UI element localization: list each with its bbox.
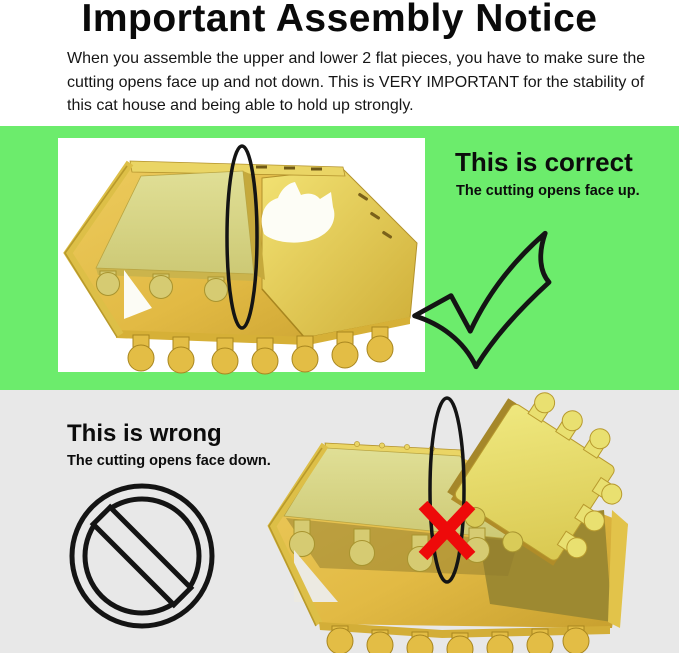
wrong-section: [0, 390, 679, 653]
intro-line-1: When you assemble the upper and lower 2 flat pieces, you have to make sure the: [67, 50, 646, 67]
checkmark-icon: [404, 221, 550, 378]
intro-paragraph: [67, 47, 645, 118]
no-entry-icon: [64, 478, 220, 634]
correct-heading: This is correct: [455, 147, 633, 177]
intro-line-2: cutting opens face up and not down. This is VERY IMPORTANT for the stability of: [67, 73, 645, 91]
wrong-heading: This is wrong: [67, 420, 222, 447]
correct-section: [0, 126, 679, 390]
correct-assembly-photo: [58, 138, 425, 372]
cat-house-correct-illustration: [58, 138, 425, 372]
wrong-caption: The cutting opens face down.: [67, 453, 271, 469]
cat-house-wrong-illustration: [262, 398, 642, 653]
correct-caption: The cutting opens face up.: [456, 183, 640, 199]
page-title: Important Assembly Notice: [81, 0, 598, 40]
intro-line-3: this cat house and being able to hold up strongly.: [67, 97, 414, 114]
